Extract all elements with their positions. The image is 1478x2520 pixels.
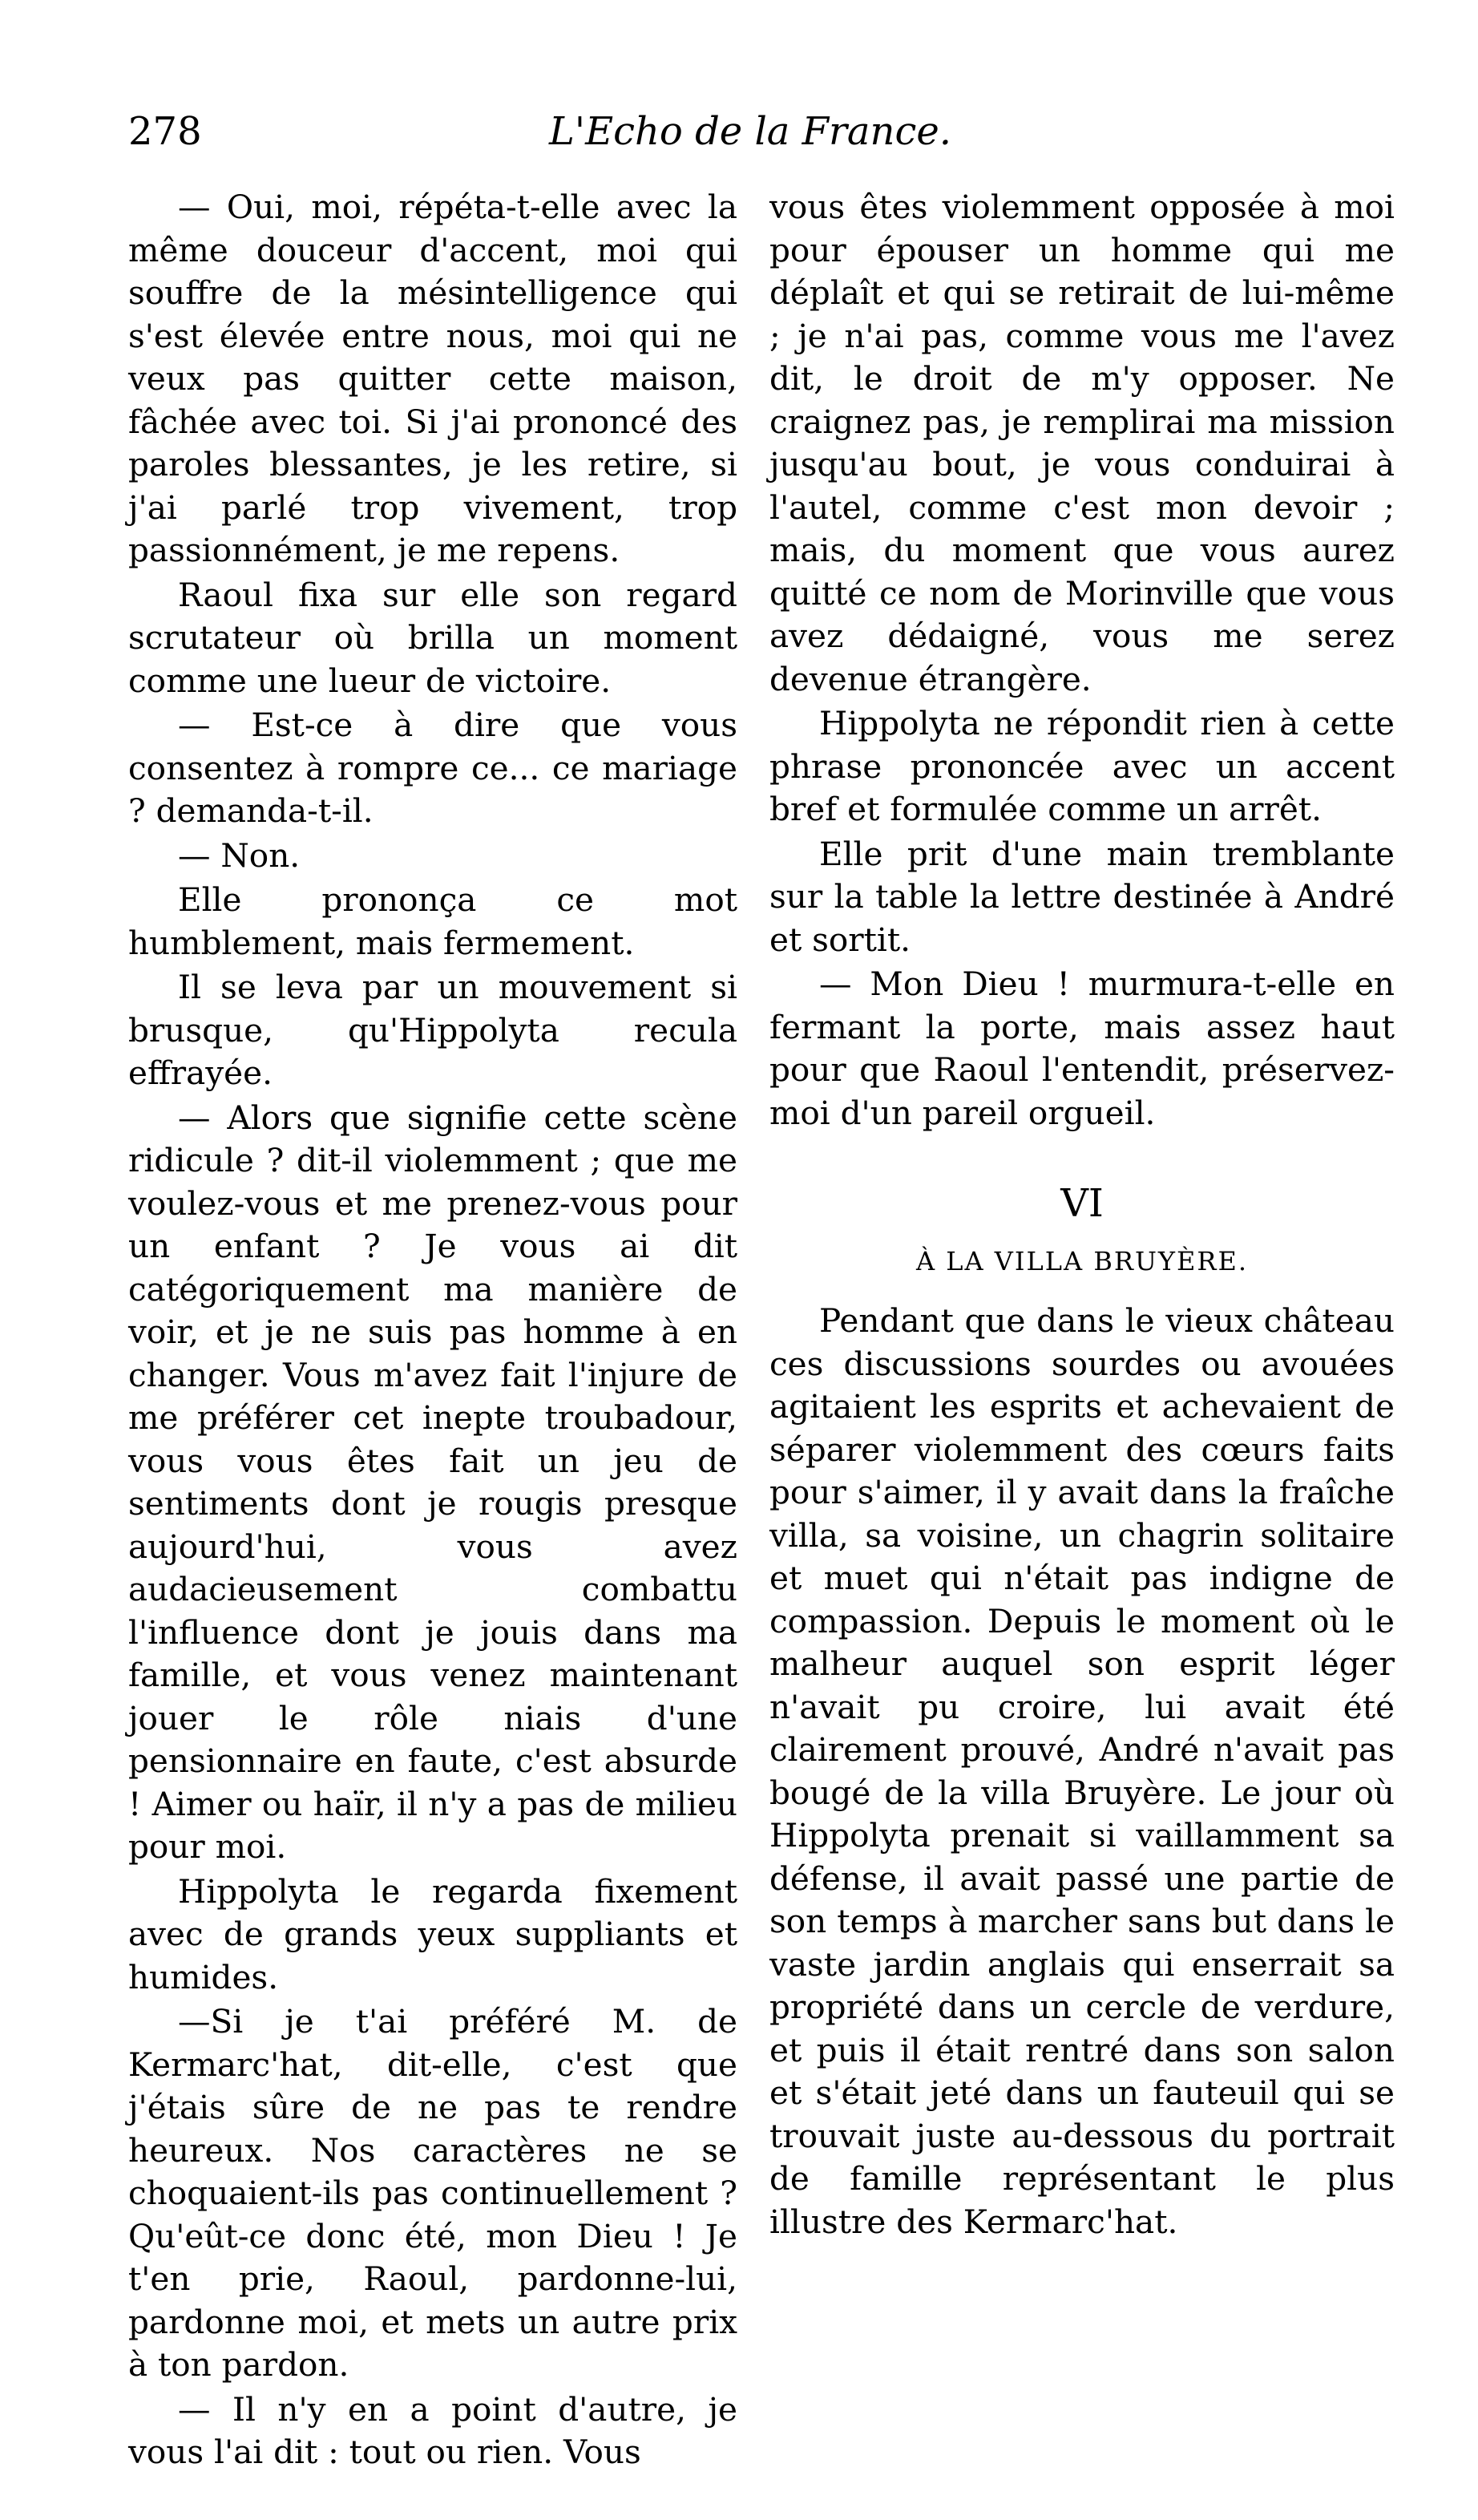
paragraph: Pendant que dans le vieux château ces discussions sourdes ou avouées agitaient les esprits et achevaient de séparer violemment des cœurs faits pour s'aimer, il y avait dans la fraîche villa, sa voisine, un chagrin solitaire et muet qui n'était pas indigne de compassion. Depuis le moment où le malheur auquel son esprit léger n'avait pu croire, lui avait été clairement prouvé, André n'avait pas bougé de la villa Bruyère. Le jour où Hippolyta prenait si vaillamment sa défense, il avait passé une partie de son temps à marcher sans but dans le vaste jardin anglais qui enserrait sa propriété dans un cercle de verdure, et puis il était rentré dans son salon et s'était jeté dans un fauteuil qui se trouvait juste au-dessous du portrait de famille représentant le plus illustre des Kermarc'hat. <box>769 1301 1395 2241</box>
running-title: L'Echo de la France. <box>549 109 952 154</box>
paragraph: Raoul fixa sur elle son regard scrutateur où brilla un moment comme une lueur de victoire. <box>128 575 737 700</box>
page-number: 278 <box>128 109 202 154</box>
paragraph: — Oui, moi, répéta-t-elle avec la même douceur d'accent, moi qui souffre de la mésintelligence qui s'est élevée entre nous, moi qui ne veux pas quitter cette maison, fâchée avec toi. Si j'ai prononcé des paroles blessantes, je les retire, si j'ai parlé trop vivement, trop passionnément, je me repens. <box>128 188 737 569</box>
paragraph: Elle prit d'une main tremblante sur la table la lettre destinée à André et sortit. <box>769 834 1395 959</box>
page-header <box>128 109 1379 165</box>
left-column <box>128 186 737 2476</box>
paragraph: — Il n'y en a point d'autre, je vous l'ai dit : tout ou rien. Vous <box>128 2389 737 2471</box>
paragraph: vous êtes violemment opposée à moi pour épouser un homme qui me déplaît et qui se retirait de lui-même ; je n'ai pas, comme vous me l'avez dit, le droit de m'y opposer. Ne craignez pas, je remplirai ma mission jusqu'au bout, je vous conduirai à l'autel, comme c'est mon devoir ; mais, du moment que vous aurez quitté ce nom de Morinville que vous avez dédaigné, vous me serez devenue étrangère. <box>769 188 1395 698</box>
paragraph: — Mon Dieu ! murmura-t-elle en fermant la porte, mais assez haut pour que Raoul l'entendit, préservez-moi d'un pareil orgueil. <box>769 965 1395 1132</box>
paragraph: — Non. <box>178 835 301 875</box>
paragraph: — Alors que signifie cette scène ridicule ? dit-il violemment ; que me voulez-vous et me prenez-vous pour un enfant ? Je vous ai dit catégoriquement ma manière de voir, et je ne suis pas homme à en changer. Vous m'avez fait l'injure de me préférer cet inepte troubadour, vous vous êtes fait un jeu de sentiments dont je rougis presque aujourd'hui, vous avez audacieusement combattu l'influence dont je jouis dans ma famille, et vous venez maintenant jouer le rôle niais d'une pensionnaire en faute, c'est absurde ! Aimer ou haïr, il n'y a pas de milieu pour moi. <box>128 1098 737 1866</box>
paragraph: —Si je t'ai préféré M. de Kermarc'hat, dit-elle, c'est que j'étais sûre de ne pas te rendre heureux. Nos caractères ne se choquaient-ils pas continuellement ? Qu'eût-ce donc été, mon Dieu ! Je t'en prie, Raoul, pardonne-lui, pardonne moi, et mets un autre prix à ton pardon. <box>128 2002 737 2384</box>
chapter-number: VI <box>1060 1181 1104 1226</box>
paragraph: Hippolyta le regarda fixement avec de grands yeux suppliants et humides. <box>128 1871 737 1996</box>
right-column <box>769 186 1395 2245</box>
paragraph: Hippolyta ne répondit rien à cette phrase prononcée avec un accent bref et formulée comme un arrêt. <box>769 704 1395 828</box>
chapter-title: À LA VILLA BRUYÈRE. <box>915 1246 1249 1276</box>
paragraph: Il se leva par un mouvement si brusque, qu'Hippolyta recula effrayée. <box>128 968 737 1092</box>
paragraph: Elle prononça ce mot humblement, mais fermement. <box>128 880 737 962</box>
paragraph: — Est-ce à dire que vous consentez à rompre ce... ce mariage ? demanda-t-il. <box>128 706 737 830</box>
